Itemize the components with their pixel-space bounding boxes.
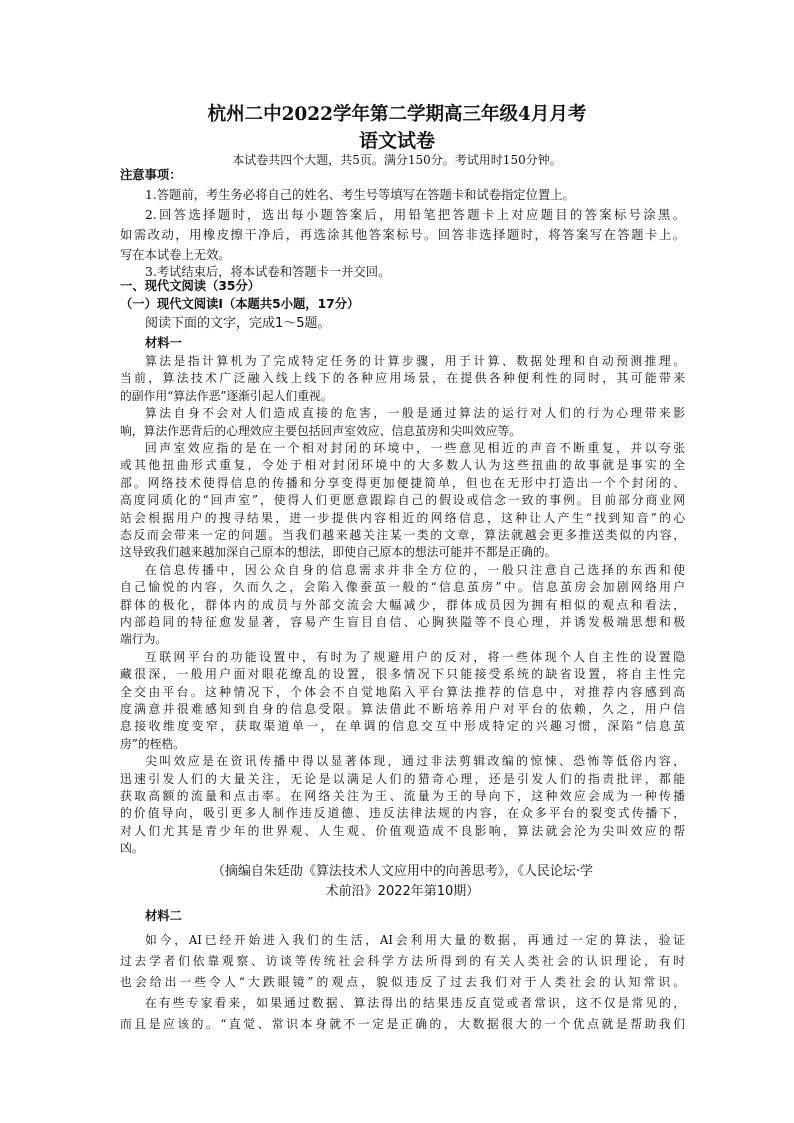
material-one-line: 的副作用“算法作恶”逐渐引起人们重视。 [120, 388, 333, 403]
subsection-heading: （一）现代文阅读Ⅰ（本题共5小题，17分） [120, 297, 360, 311]
material-two-line: 过去学者们依靠观察、访谈等传统社会科学方法所得到的有关人类社会的认识理论，有时 [120, 954, 685, 968]
material-two-line: 而且是应该的。“直觉、常识本身就不一定是正确的，大数据很大的一个优点就是帮助我们 [120, 1017, 685, 1031]
reading-instruction: 阅读下面的文字，完成1～5题。 [145, 316, 331, 331]
material-one-line: 站会根据用户的搜寻结果，进一步提供内容相近的网络信息，这种让人产生“找到知音”的心 [120, 510, 685, 525]
material-one-line: 端行为。 [120, 632, 168, 647]
material-two-line: 如今，AI已经开始进入我们的生活，AI会利用大量的数据，再通过一定的算法，验证 [145, 933, 685, 947]
material-one-source-line-2: 术前沿》2022年第10期） [325, 884, 480, 899]
material-one-line: 内部趋同的特征愈发显著，容易产生盲目自信、心胸狭隘等不良心理，并诱发极端思想和极 [120, 615, 685, 629]
material-one-source-line-1: （摘编自朱廷劭《算法技术人文应用中的向善思考》，《人民论坛·学 [211, 864, 594, 879]
material-one-line: 响，算法作恶背后的心理效应主要包括回声室效应、信息茧房和尖叫效应等。 [120, 423, 522, 438]
notes-line-1: 1.答题前，考生务必将自己的姓名、考生号等填写在答题卡和试卷指定位置上。 [145, 188, 575, 202]
material-one-line: 息接收维度变窄，获取渠道单一，在单调的信息交互中形成特定的兴趣习惯，深陷“信息茧 [120, 719, 685, 734]
material-one-line: 态反而会带来一定的问题。当我们越来越关注某一类的文章，算法就越会更多推送类似的内容， [120, 528, 685, 542]
notes-line-3: 如需改动，用橡皮擦干净后，再选涂其他答案标号。回答非选择题时，将答案写在答题卡上。 [120, 228, 685, 242]
material-one-line: 高度同质化的“回声室”，使得人们更愿意跟踪自己的假设或信念一致的事例。目前部分商业网 [120, 493, 685, 508]
material-one-line: 部。网络技术使得信息的传播和分享变得更加便捷简单，但也在无形中打造出一个个封闭的、 [120, 475, 685, 490]
material-one-line: 尖叫效应是在资讯传播中得以显著体现，通过非法剪辑改编的惊悚、恐怖等低俗内容， [145, 754, 685, 769]
material-one-line: 对人们尤其是青少年的世界观、人生观、价值观造成不良影响，算法就会沦为尖叫效应的帮 [120, 823, 685, 838]
material-one-line: 迅速引发人们的大量关注，无论是以满足人们的猎奇心理，还是引发人们的指责批评，都能 [120, 771, 685, 786]
material-one-line: 的价值导向，吸引更多人制作违反道德、违反法律法规的内容，在众多平台的裂变式传播下， [120, 806, 685, 821]
exam-subtitle: 语文试卷 [358, 130, 435, 152]
material-one-line: 算法是指计算机为了完成特定任务的计算步骤，用于计算、数据处理和自动预测推理。 [145, 354, 685, 368]
material-one-line: 群体的极化，群体内的成员与外部交流会大幅减少，群体成员因为拥有相似的观点和看法， [120, 597, 685, 612]
material-one-line: 这导致我们越来越加深自己原本的想法，即使自己原本的想法可能并不都是正确的。 [120, 545, 557, 560]
material-one-line: 凶。 [120, 841, 144, 856]
notes-line-5: 3.考试结束后，将本试卷和答题卡一并交回。 [145, 265, 391, 279]
material-two-label: 材料二 [145, 909, 182, 923]
notes-line-4: 写在本试卷上无效。 [120, 248, 231, 262]
material-one-label: 材料一 [145, 336, 182, 350]
material-one-line: 算法自身不会对人们造成直接的危害，一般是通过算法的运行对人们的行为心理带来影 [145, 406, 685, 421]
material-one-line: 房”的桎梏。 [120, 736, 186, 751]
material-one-line: 获取高额的流量和点击率。在网络关注为王、流量为王的导向下，这种效应会成为一种传播 [120, 789, 685, 803]
material-two-line: 在有些专家看来，如果通过数据、算法得出的结果违反直觉或者常识，这不仅是常见的， [145, 996, 685, 1010]
material-one-line: 或其他扭曲形式重复，令处于相对封闭环境中的大多数人认为这些扭曲的故事就是事实的全 [120, 458, 685, 473]
material-one-line: 在信息传播中，因公众自身的信息需求并非全方位的，一般只注意自己选择的东西和使 [145, 562, 685, 577]
material-one-line: 度满意并很难感知到自身的信息受限。算法借此不断培养用户对平台的依赖，久之，用户信 [120, 702, 685, 716]
material-one-line: 互联网平台的功能设置中，有时为了规避用户的反对，将一些体现个人自主性的设置隐 [145, 649, 685, 664]
exam-title: 杭州二中2022学年第二学期高三年级4月月考 [207, 104, 587, 125]
material-two-line: 也会给出一些令人“大跌眼镜”的观点，貌似违反了过去我们对于人类社会的认知常识。 [120, 975, 685, 989]
material-one-line: 当前，算法技术广泛融入线上线下的各种应用场景，在提供各种便利性的同时，其可能带来 [120, 371, 685, 386]
material-one-line: 回声室效应指的是在一个相对封闭的环境中，一些意见相近的声音不断重复，并以夸张 [145, 441, 685, 455]
exam-info: 本试卷共四个大题，共5页。满分150分。考试用时150分钟。 [232, 153, 562, 167]
section-heading: 一、现代文阅读（35分） [120, 279, 261, 293]
material-one-line: 藏很深，一般用户面对眼花缭乱的设置，很多情况下只能接受系统的缺省设置，将自主性完 [120, 667, 685, 682]
material-one-line: 自己愉悦的内容，久而久之，会陷入像蚕茧一般的“信息茧房”中。信息茧房会加剧网络用户 [120, 580, 685, 595]
notes-line-2: 2.回答选择题时，选出每小题答案后，用铅笔把答题卡上对应题目的答案标号涂黑。 [145, 208, 685, 222]
notes-heading: 注意事项： [120, 168, 182, 182]
material-one-line: 全交由平台。这种情况下，个体会不自觉地陷入平台算法推荐的信息中，对推荐内容感到高 [120, 684, 685, 699]
